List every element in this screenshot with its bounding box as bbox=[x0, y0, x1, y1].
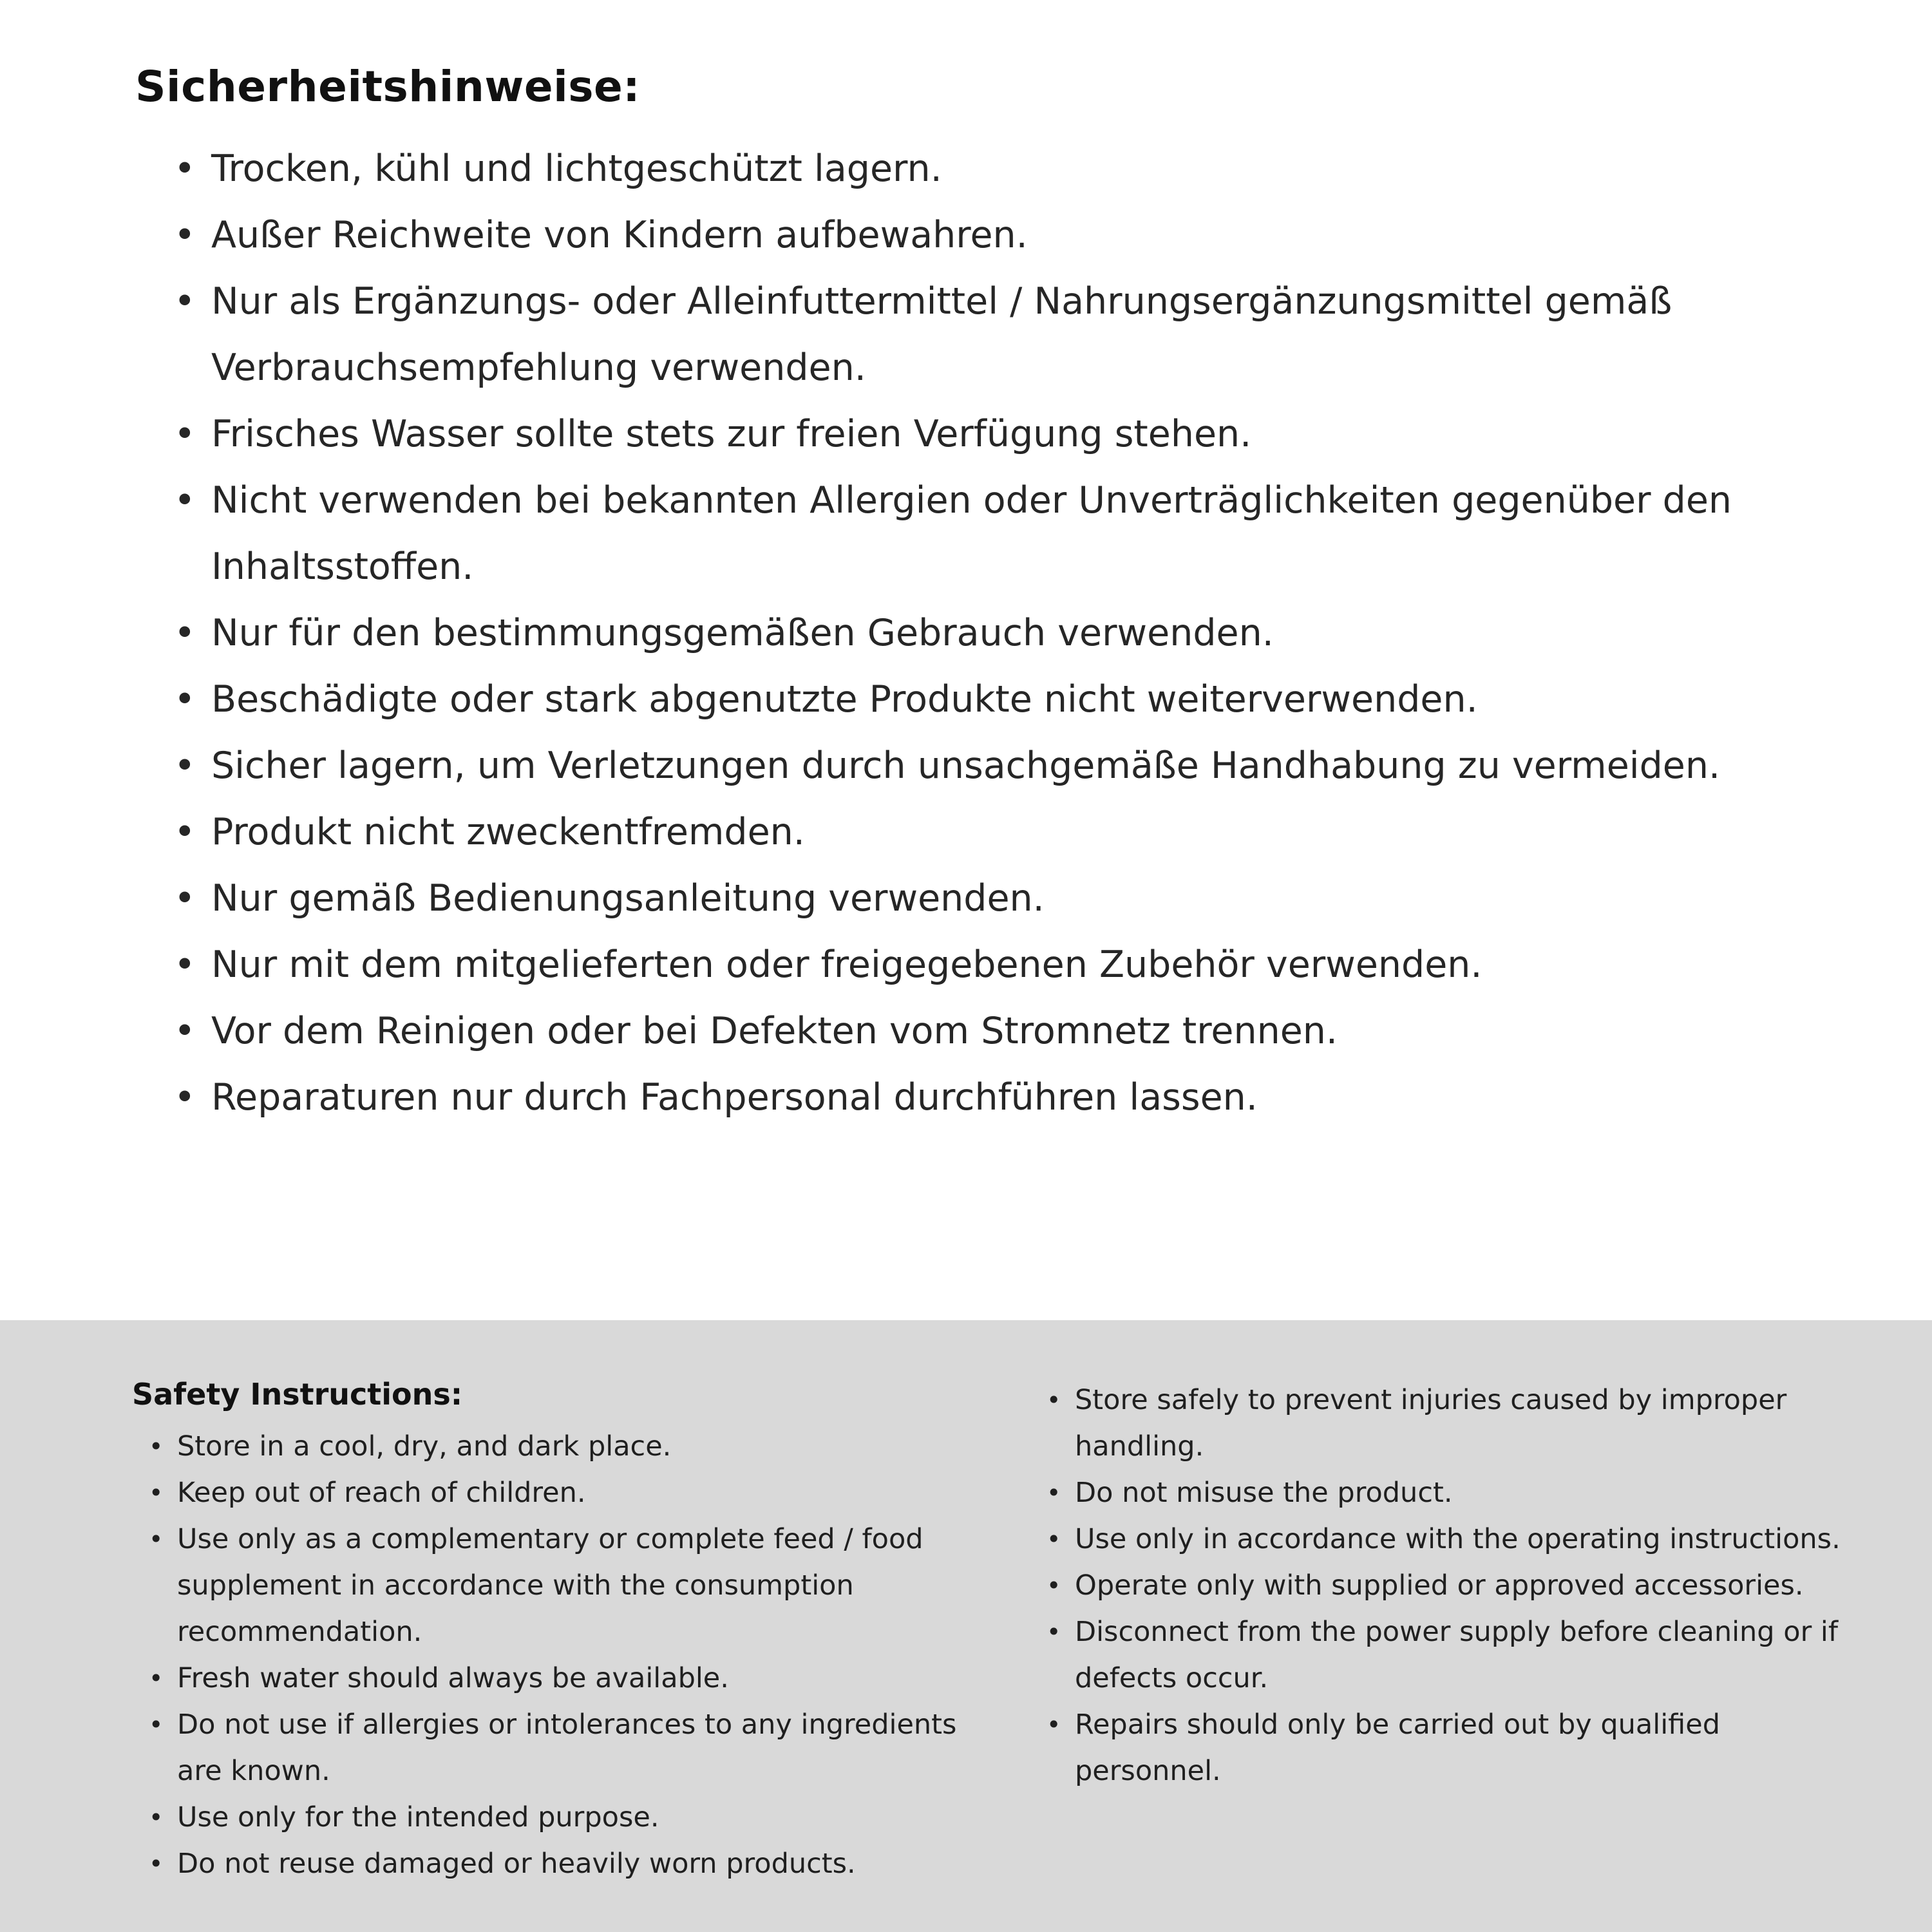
list-item: • Nicht verwenden bei bekannten Allergien oder Unverträglichkeiten gegenüber den Inhaltsstoffen. bbox=[174, 468, 1823, 600]
list-item: • Außer Reichweite von Kindern aufbewahren. bbox=[174, 202, 1823, 269]
list-item: • Operate only with supplied or approved accessories. bbox=[1046, 1562, 1864, 1609]
list-item: • Do not misuse the product. bbox=[1046, 1470, 1864, 1516]
list-item: • Do not reuse damaged or heavily worn products. bbox=[149, 1841, 963, 1887]
list-item: • Store safely to prevent injuries caused by improper handling. bbox=[1046, 1377, 1864, 1470]
list-item: • Frisches Wasser sollte stets zur freien Verfügung stehen. bbox=[174, 401, 1823, 468]
list-item: • Use only as a complementary or complete feed / food supplement in accordance with the consumption recommendation. bbox=[149, 1516, 963, 1655]
english-section-title: Safety Instructions: bbox=[132, 1377, 463, 1412]
list-item: • Fresh water should always be available. bbox=[149, 1655, 963, 1701]
english-right-column bbox=[1046, 1377, 1864, 1932]
list-item: • Use only for the intended purpose. bbox=[149, 1794, 963, 1841]
list-item: • Reparaturen nur durch Fachpersonal durchführen lassen. bbox=[174, 1065, 1823, 1131]
list-item: • Nur mit dem mitgelieferten oder freigegebenen Zubehör verwenden. bbox=[174, 932, 1823, 998]
english-safety-list-right bbox=[1046, 1377, 1864, 1794]
list-item: • Vor dem Reinigen oder bei Defekten vom Stromnetz trennen. bbox=[174, 998, 1823, 1065]
list-item: • Do not use if allergies or intolerances to any ingredients are known. bbox=[149, 1701, 963, 1794]
list-item: • Repairs should only be carried out by qualified personnel. bbox=[1046, 1701, 1864, 1794]
list-item: • Keep out of reach of children. bbox=[149, 1470, 963, 1516]
list-item: • Trocken, kühl und lichtgeschützt lagern. bbox=[174, 136, 1823, 202]
list-item: • Nur gemäß Bedienungsanleitung verwenden. bbox=[174, 866, 1823, 932]
list-item: • Store in a cool, dry, and dark place. bbox=[149, 1423, 963, 1470]
german-section-title: Sicherheitshinweise: bbox=[135, 62, 641, 111]
list-item: • Use only in accordance with the operating instructions. bbox=[1046, 1516, 1864, 1562]
german-safety-list bbox=[135, 136, 1823, 1131]
english-safety-list-left bbox=[132, 1423, 963, 1887]
list-item: • Nur für den bestimmungsgemäßen Gebrauch verwenden. bbox=[174, 600, 1823, 667]
english-left-column bbox=[132, 1377, 963, 1932]
list-item: • Disconnect from the power supply before cleaning or if defects occur. bbox=[1046, 1609, 1864, 1701]
list-item: • Sicher lagern, um Verletzungen durch unsachgemäße Handhabung zu vermeiden. bbox=[174, 733, 1823, 799]
list-item: • Nur als Ergänzungs- oder Alleinfuttermittel / Nahrungsergänzungsmittel gemäß Verbrauchsempfehlung verwenden. bbox=[174, 269, 1823, 401]
list-item: • Produkt nicht zweckentfremden. bbox=[174, 799, 1823, 866]
english-section bbox=[0, 1320, 1932, 1932]
list-item: • Beschädigte oder stark abgenutzte Produkte nicht weiterverwenden. bbox=[174, 667, 1823, 733]
